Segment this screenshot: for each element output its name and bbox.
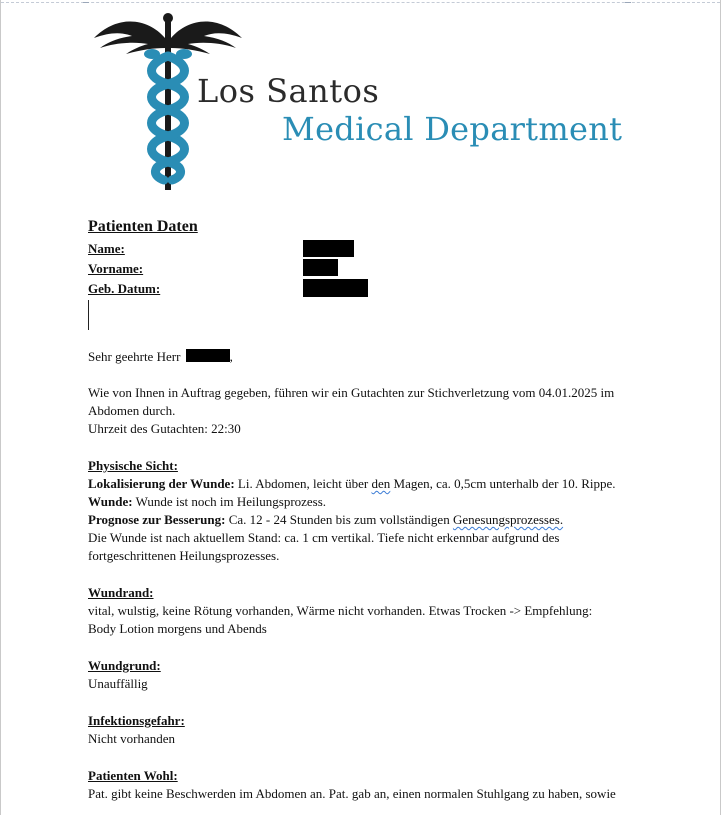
localization-line <box>88 475 648 493</box>
physical-section <box>88 457 648 565</box>
wound-text: Wunde ist noch im Heilungsprozess. <box>132 494 327 509</box>
prognosis-text-a: Ca. 12 - 24 Stunden bis zum vollständigen <box>225 512 453 527</box>
intro-line-1: Wie von Ihnen in Auftrag gegeben, führen wir ein Gutachten zur Stichverletzung vom 04.01.2025 im <box>88 385 615 400</box>
intro-paragraph <box>88 384 648 438</box>
salutation-comma: , <box>229 349 233 364</box>
name-row <box>88 239 648 259</box>
margin-tick-right <box>625 0 631 3</box>
wound-line <box>88 493 648 511</box>
department-logo <box>88 8 628 193</box>
spellcheck-word-genesung: Genesungsprozesses. <box>452 512 564 527</box>
description-line-2: fortgeschrittenen Heilungsprozesses. <box>88 548 280 563</box>
wohl-section <box>88 767 648 803</box>
localization-text-b: Magen, ca. 0,5cm unterhalb der 10. Rippe. <box>390 476 616 491</box>
description-line-1: Die Wunde ist nach aktuellem Stand: ca. 1 cm vertikal. Tiefe nicht erkennbar aufgrund des <box>88 530 560 545</box>
patient-data-title: Patienten Daten <box>88 218 198 235</box>
time-line: Uhrzeit des Gutachten: 22:30 <box>88 421 241 436</box>
wound-label: Wunde: <box>88 494 133 509</box>
wundrand-line-1: vital, wulstig, keine Rötung vorhanden, Wärme nicht vorhanden. Etwas Trocken -> Empfehlung: <box>88 603 593 618</box>
infektion-header: Infektionsgefahr: <box>88 713 185 728</box>
salutation-text: Sehr geehrte Herr <box>88 349 181 364</box>
patient-data-section <box>88 217 648 299</box>
redacted-vorname <box>303 259 338 276</box>
wundgrund-section <box>88 657 648 693</box>
wundrand-header: Wundrand: <box>88 585 154 600</box>
wundgrund-header: Wundgrund: <box>88 658 161 673</box>
geb-datum-row <box>88 279 648 299</box>
redacted-name <box>303 240 354 257</box>
localization-label: Lokalisierung der Wunde: <box>88 476 235 491</box>
wohl-line-1: Pat. gibt keine Beschwerden im Abdomen an. Pat. gab an, einen normalen Stuhlgang zu haben, sowie <box>88 786 616 801</box>
wundgrund-text: Unauffällig <box>88 676 148 691</box>
margin-tick-left <box>83 0 89 3</box>
infektion-text: Nicht vorhanden <box>88 731 176 746</box>
salutation-line <box>88 348 648 366</box>
vorname-label: Vorname: <box>88 261 144 276</box>
logo-title-line2: Medical Department <box>282 110 623 148</box>
physical-header: Physische Sicht: <box>88 458 178 473</box>
vorname-row <box>88 259 648 279</box>
geb-datum-label: Geb. Datum: <box>88 281 161 296</box>
prognosis-label: Prognose zur Besserung: <box>88 512 226 527</box>
prognosis-line <box>88 511 648 529</box>
redacted-geb-datum <box>303 279 368 297</box>
spellcheck-word-den: den <box>371 476 391 491</box>
wohl-header: Patienten Wohl: <box>88 768 178 783</box>
localization-text-a: Li. Abdomen, leicht über <box>234 476 372 491</box>
infektion-section <box>88 712 648 748</box>
logo-title-line1: Los Santos <box>197 72 380 110</box>
text-cursor[interactable] <box>88 300 89 330</box>
margin-guide <box>1 2 720 3</box>
name-label: Name: <box>88 241 125 256</box>
intro-line-2: Abdomen durch. <box>88 403 176 418</box>
wundrand-section <box>88 584 648 638</box>
wundrand-line-2: Body Lotion morgens und Abends <box>88 621 267 636</box>
redacted-recipient <box>186 349 230 362</box>
